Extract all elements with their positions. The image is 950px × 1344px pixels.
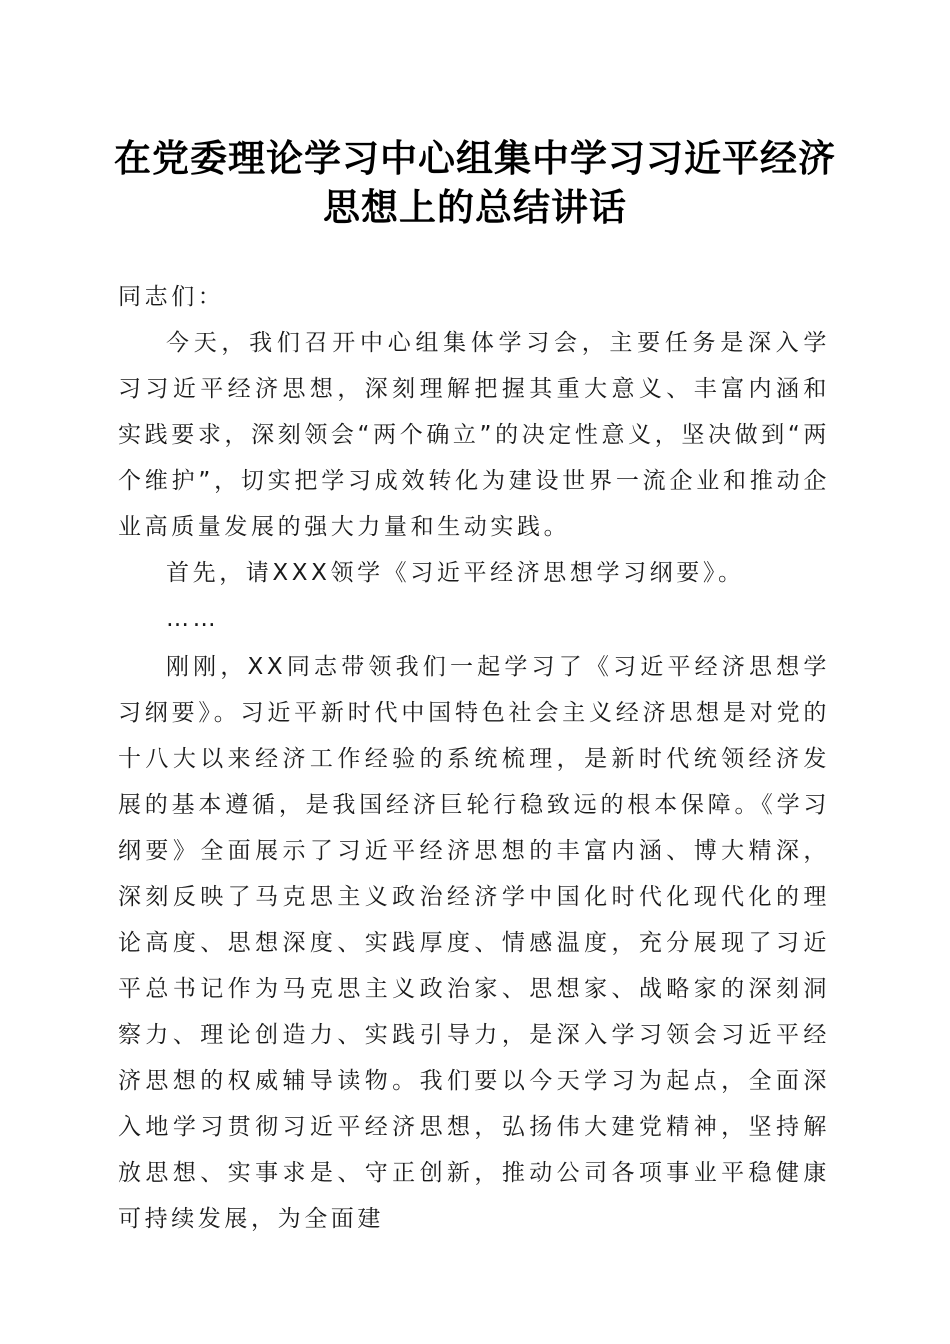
salutation: 同志们：	[118, 284, 225, 310]
paragraph-ellipsis: ……	[166, 606, 220, 632]
paragraph-lead-study: 首先，请XXX领学《习近平经济思想学习纲要》。	[166, 560, 745, 586]
document-body	[118, 274, 830, 1242]
document-title: 在党委理论学习中心组集中学习习近平经济思想上的总结讲话	[114, 136, 836, 229]
paragraph-summary: 刚刚，XX同志带领我们一起学习了《习近平经济思想学习纲要》。习近平新时代中国特色社会主义经济思想是对党的十八大以来经济工作经验的系统梳理，是新时代统领经济发展的基本遵循，是我国经济巨轮行稳致远的根本保障。《学习纲要》全面展示了习近平经济思想的丰富内涵、博大精深，深刻反映了马克思主义政治经济学中国化时代化现代化的理论高度、思想深度、实践厚度、情感温度，充分展现了习近平总书记作为马克思主义政治家、思想家、战略家的深刻洞察力、理论创造力、实践引导力，是深入学习领会习近平经济思想的权威辅导读物。我们要以今天学习为起点，全面深入地学习贯彻习近平经济思想，弘扬伟大建党精神，坚持解放思想、实事求是、守正创新，推动公司各项事业平稳健康可持续发展，为全面建	[118, 654, 830, 1232]
paragraph-intro: 今天，我们召开中心组集体学习会，主要任务是深入学习习近平经济思想，深刻理解把握其重大意义、丰富内涵和实践要求，深刻领会“两个确立”的决定性意义，坚决做到“两个维护”，切实把学习成效转化为建设世界一流企业和推动企业高质量发展的强大力量和生动实践。	[118, 330, 830, 540]
